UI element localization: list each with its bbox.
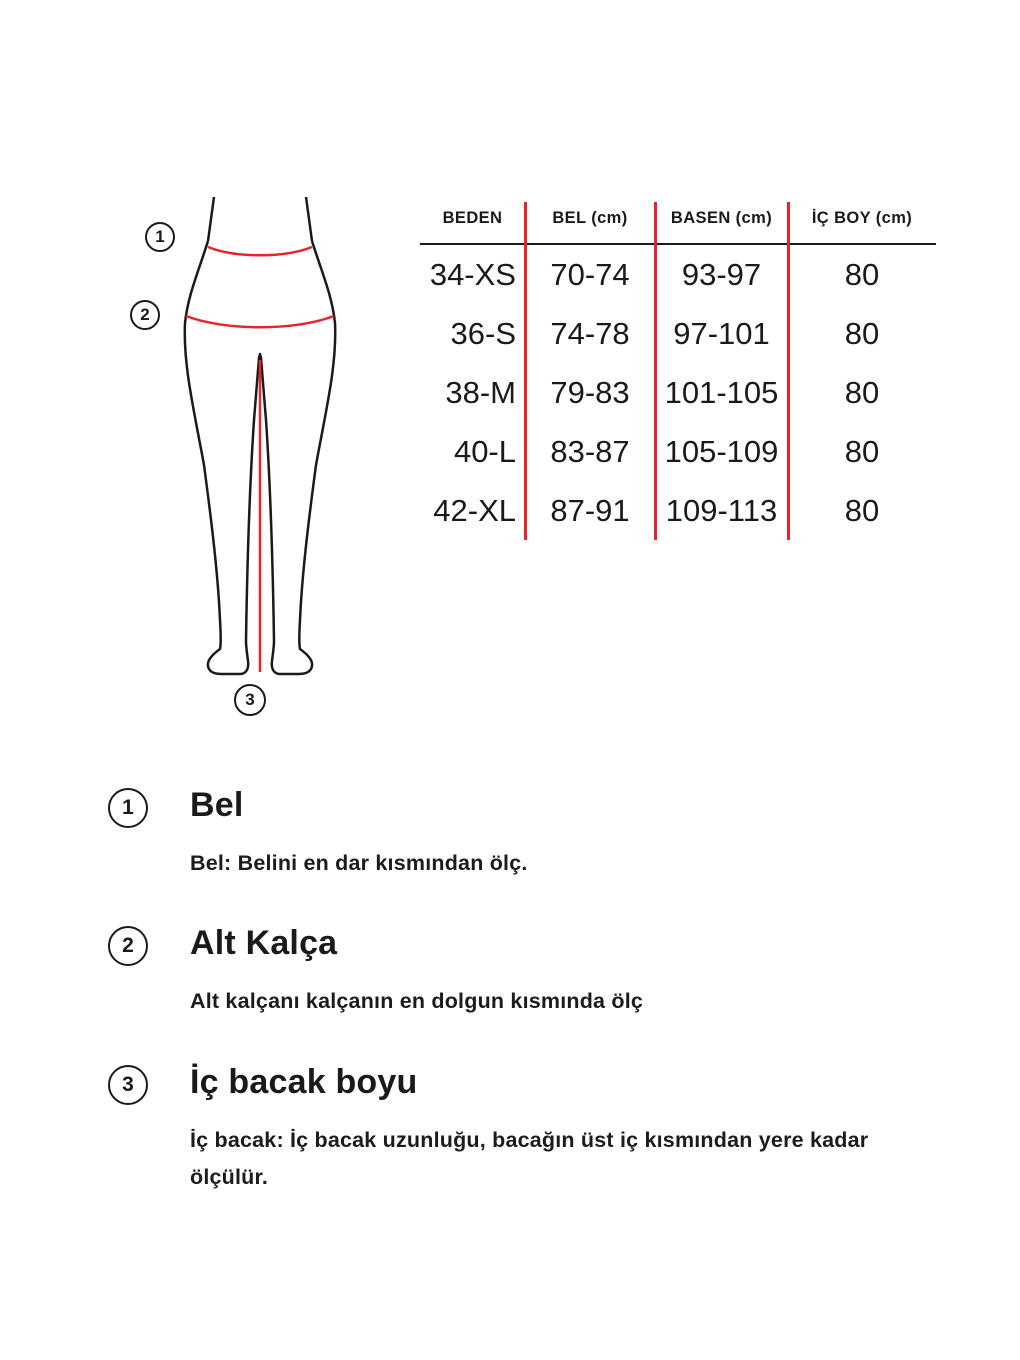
legend-circle-1 [108, 788, 148, 828]
cell-icboy: 80 [844, 256, 880, 292]
cell-icboy: 80 [844, 315, 880, 351]
table-divider-line [524, 202, 527, 540]
measurement-legend [108, 785, 958, 1238]
torso-cut-right [306, 197, 312, 241]
legend-desc-alt-kalca: Alt kalçanı kalçanın en dolgun kısmında ölç [190, 989, 644, 1014]
legend-number-1: 1 [122, 796, 134, 819]
pants-figure [105, 190, 405, 760]
figure-marker-waist [145, 222, 175, 252]
torso-cut-left [208, 197, 214, 241]
table-header-icboy: İÇ BOY (cm) [788, 200, 936, 245]
cell-basen: 97-101 [673, 315, 770, 351]
figure-marker-inseam-number: 3 [245, 690, 255, 709]
cell-icboy: 80 [844, 374, 880, 410]
legend-item-bel [108, 785, 958, 882]
legend-body-1 [190, 785, 528, 882]
legend-title-ic-bacak: İç bacak boyu [190, 1062, 418, 1101]
figure-marker-hip-number: 2 [140, 305, 150, 324]
cell-bel: 83-87 [550, 433, 630, 469]
legend-desc-ic-bacak: İç bacak: İç bacak uzunluğu, bacağın üst iç kısmından yere kadar ölçülür. [190, 1127, 869, 1190]
cell-icboy: 80 [844, 433, 880, 469]
legend-body-3 [190, 1062, 905, 1197]
cell-basen: 105-109 [664, 433, 779, 469]
legend-circle-2 [108, 926, 148, 966]
cell-size: 34-XS [429, 256, 516, 292]
table-header-beden: BEDEN [420, 200, 525, 245]
cell-bel: 70-74 [550, 256, 630, 292]
cell-basen: 109-113 [665, 492, 778, 528]
legend-item-alt-kalca [108, 923, 958, 1020]
table-header-bel: BEL (cm) [525, 200, 655, 245]
figure-marker-inseam [234, 684, 266, 716]
legend-desc-bel: Bel: Belini en dar kısmından ölç. [190, 850, 528, 875]
legend-title-alt-kalca: Alt Kalça [190, 924, 338, 963]
legend-title-bel: Bel [190, 786, 244, 824]
table-header-basen: BASEN (cm) [655, 200, 788, 245]
cell-bel: 79-83 [550, 374, 630, 410]
cell-size: 38-M [445, 374, 516, 410]
cell-bel: 74-78 [550, 315, 630, 351]
table-divider-line [654, 202, 657, 540]
cell-size: 36-S [450, 315, 516, 351]
figure-marker-hip [130, 300, 160, 330]
figure-marker-waist-number: 1 [155, 227, 165, 246]
legend-item-ic-bacak [108, 1062, 958, 1197]
cell-icboy: 80 [844, 492, 880, 528]
table-divider-line [787, 202, 790, 540]
cell-size: 42-XL [433, 492, 516, 528]
size-table [420, 200, 936, 572]
legend-body-2 [190, 923, 643, 1020]
pants-outline-svg [130, 195, 390, 735]
cell-bel: 87-91 [550, 492, 630, 528]
cell-size: 40-L [453, 433, 516, 469]
legend-circle-3 [108, 1065, 148, 1105]
legend-number-3: 3 [122, 1072, 134, 1096]
legend-number-2: 2 [122, 934, 134, 958]
cell-basen: 101-105 [664, 374, 779, 410]
cell-basen: 93-97 [681, 256, 762, 292]
